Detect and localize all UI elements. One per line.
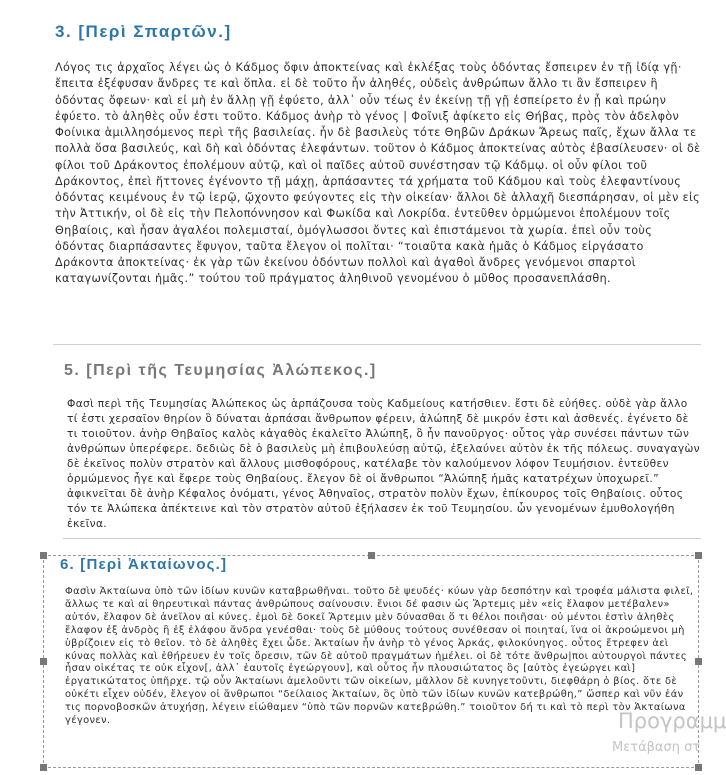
- section-divider: [53, 344, 701, 345]
- resize-handle-middle-left[interactable]: [40, 658, 47, 665]
- section-divider: [63, 538, 701, 539]
- section-heading: 5. [Περὶ τῆς Τευμησίας Ἀλώπεκος.]: [64, 362, 377, 379]
- section-body-text: Λόγος τις ἀρχαῖος λέγει ὡς ὁ Κάδμος ὄφιν ἀποκτείνας καὶ ἐκλέξας τοὺς ὀδόντας ἔσπειρεν ἐν τῇ ἰδίᾳ γῇ· ἔπειτα ἐξέφυσαν ἄνδρες τε καὶ ὅπλα. εἰ δὲ τοῦτο ἦν ἀληθές, οὐδεὶς ἀνθρώπων ἄλλο τι ἂν ἔσπειρεν ἢ ὀδόντας ὄφεων· καὶ εἰ μὴ ἐν ἄλλῃ γῇ ἐφύετο, ἀλλ᾽ οὖν τέως ἐν ἐκείνῃ τῇ γῇ ἐσπείρετο ἐν ᾗ καὶ πρώην ἐφύετο. τὸ ἀληθὲς οὖν ἐστι τοῦτο. Κάδμος ἀνὴρ τὸ γένος | Φοῖνιξ ἀφίκετο εἰς Θήβας, πρὸς τὸν ἀδελφὸν Φοίνικα ἁμιλλησόμενος περὶ τῆς βασιλείας. ἦν δὲ βασιλεὺς τότε Θηβῶν Δράκων Ἄρεως παῖς, ἔχων ἄλλα τε πολλὰ ὅσα βασιλεύς, καὶ δὴ καὶ ὀδόντας ἐλεφάντων. τοῦτον ὁ Κάδμος ἀποκτείνας αὐτὸς ἐβασίλευσεν· οἱ δὲ φίλοι τοῦ Δράκοντος ἐπολέμουν αὐτῷ, καὶ οἱ παῖδες αὐτοῦ συνέστησαν τῷ Κάδμῳ. οἱ οὖν φίλοι τοῦ Δράκοντος, ἐπεὶ ἥττονες ἐγένοντο τῇ μάχῃ, ἁρπάσαντες τά χρήματα τοῦ Κάδμου καὶ τοὺς ἐλεφαντίνους ὀδόντας κειμένους ἐν τῷ ἱερῷ, ᾤχοντο φεύγοντες εἰς τὴν οἰκείαν· ἄλλοι δὲ ἀλλαχῆ διεσπάρησαν, οἱ μὲν εἰς τὴν Ἀττικήν, οἱ δὲ εἰς τὴν Πελοπόννησον καὶ Φωκίδα καὶ Λοκρίδα. ἐντεῦθεν ὁρμώμενοι ἐπολέμουν τοῖς Θηβαίοις, καὶ ἦσαν ἀγαλέοι πολεμισταί, ὁμόγλωσσοι ὄντες καὶ ἐπιστάμενοι τὰ χωρία. ἐπεὶ οὖν τοὺς ὀδόντας διαρπάσαντες ἔφυγον, ταῦτα ἔλεγον οἱ πολῖται· “τοιαῦτα κακὰ ἡμᾶς ὁ Κάδμος εἰργάσατο Δράκοντα ἀποκτείνας· ἐκ γὰρ τῶν ἐκείνου ὀδόντων πολλοὶ καὶ ἀγαθοὶ ἄνδρες γενόμενοι σπαρτοὶ καταγωνίζονται ἡμᾶς.” τούτου τοῦ πράγματος ἀληθινοῦ γενομένου ὁ μῦθος προσανεπλάσθη.: [55, 61, 701, 286]
- section-body-text: Φασὶ περὶ τῆς Τευμησίας Ἀλώπεκος ὡς ἁρπάζουσα τοὺς Καδμείους κατήσθιεν. ἔστι δὲ εὐήθες. οὐδὲ γὰρ ἄλλο τί ἐστι χερσαῖον θηρίον ὃ δύναται ἁρπάσαι ἄνθρωπον φέρειν, ἀλώπηξ δὲ μικρόν ἐστι καὶ ἀσθενές. ἐγένετο δὲ τι τοιοῦτον. ἀνὴρ Θηβαῖος καλὸς κἀγαθὸς ἐκαλεῖτο Ἀλώπηξ, ὃ ἦν πανοῦργος· οὗτος γὰρ συνέσει πάντων τῶν ἀνθρώπων ὑπερέφερε. δεδιὼς δὲ ὁ βασιλεὺς μὴ ἐπιβουλεύσῃ αὐτῷ, ἐξελαύνει αὐτὸν ἐκ τῆς πόλεως. συναγαγὼν δὲ ἐκεῖνος πολὺν στρατὸν καὶ ἄλλους μισθοφόρους, κατέλαβε τὸν καλούμενον λόφον Τευμήσιον. ἐντεῦθεν ὁρμώμενος ἦγε καὶ ἔφερε τοὺς Θηβαίους. ἔλεγον δὲ οἱ ἄνθρωποι “Ἀλώπηξ ἡμᾶς κατατρέχων ὑποχωρεῖ.” ἀφικνεῖται δὲ ἀνὴρ Κέφαλος ὀνόματι, γένος Ἀθηναῖος, στρατὸν πολὺν ἔχων, ἐπίκουρος τοῖς Θηβαίοις. οὗτος τόν τε Ἀλώπεκα ἀπέκτεινε καὶ τὸν στρατὸν αὐτοῦ ἐξήλασεν ἐκ τοῦ Τευμησίου. ὧν γενομένων ἐμυθολογήθη ἐκεῖνα.: [67, 398, 700, 530]
- activation-watermark-title: Προγραμμ: [618, 709, 726, 733]
- section-body-text[interactable]: Φασὶν Ἀκταίωνα ὑπὸ τῶν ἰδίων κυνῶν καταβρωθῆναι. τοῦτο δὲ ψευδές· κύων γὰρ δεσπότην καὶ τροφέα μάλιστα φιλεῖ, ἄλλως τε καὶ αἱ θηρευτικαὶ πάντας ἀνθρώπους σαίνουσιν. ἔνιοι δέ φασιν ὡς Ἄρτεμις μὲν «εἰς ἔλαφον μετέβαλεν» αὐτόν, ἔλαφον δὲ ἀνεῖλον αἱ κύνες. ἐμοὶ δὲ δοκεῖ Ἄρτεμιν μὲν δύνασθαι ὅ τι θέλοι ποιῆσαι· οὐ μέντοι ἐστὶν ἀληθὲς ἔλαφον ἐξ ἀνδρὸς ἢ ἐξ ἐλάφου ἄνδρα γενέσθαι· τοὺς δὲ μύθους τούτους συνέθεσαν οἱ ποιηταί, ἵνα οἱ ἀκροώμενοι μὴ ὑβρίζοιεν εἰς τὸ θεῖον. τὸ δὲ ἀληθὲς ἔχει ὧδε. Ἀκταίων ἦν ἀνὴρ τὸ γένος Ἀρκάς, φιλοκύνηγος. οὗτος ἔτρεφεν ἀεὶ κύνας πολλὰς καὶ ἐθήρευεν ἐν τοῖς ὄρεσιν, τῶν δὲ αὐτοῦ πραγμάτων ἠμέλει. οἱ δὲ τότε ἄνθρω|ποι αὐτουργοὶ πάντες ἦσαν οἰκέτας τε οὐκ εἶχον[, ἀλλ᾽ ἑαυτοῖς ἐγεώργουν], καὶ οὗτος ἦν πλουσιώτατος ὃς [αὐτὸς ἐγεώργει καὶ] ἐργατικώτατος ὑπῆρχε. τῷ οὖν Ἀκταίωνι ἀμελοῦντι τῶν οἰκείων, μᾶλλον δὲ κυνηγετοῦντι, διεφθάρη ὁ βίος. ὅτε δὲ οὐκέτι εἶχεν οὐδέν, ἔλεγον οἱ ἄνθρωποι “δείλαιος Ἀκταίων, ὃς ὑπὸ τῶν ἰδίων κυνῶν κατεβρώθη,” ὥσπερ καὶ νῦν ἐάν τις πορνοβοσκῶν ἀτυχήσῃ, λέγειν εἰώθαμεν “ὑπὸ τῶν πορνῶν κατεβρώθη.” τοιοῦτον δή τι καὶ τὸ περὶ τὸν Ἀκταίωνα γέγονεν.: [65, 586, 694, 727]
- resize-handle-top-center[interactable]: [368, 552, 375, 559]
- section-heading: 6. [Περὶ Ἀκταίωνος.]: [60, 556, 228, 573]
- resize-handle-top-right[interactable]: [695, 552, 702, 559]
- section-heading: 3. [Περὶ Σπαρτῶν.]: [55, 22, 232, 41]
- resize-handle-bottom-left[interactable]: [40, 764, 47, 771]
- resize-handle-top-left[interactable]: [40, 552, 47, 559]
- activation-watermark-subtitle: Μετάβαση στ: [612, 740, 701, 755]
- resize-handle-bottom-right[interactable]: [695, 764, 702, 771]
